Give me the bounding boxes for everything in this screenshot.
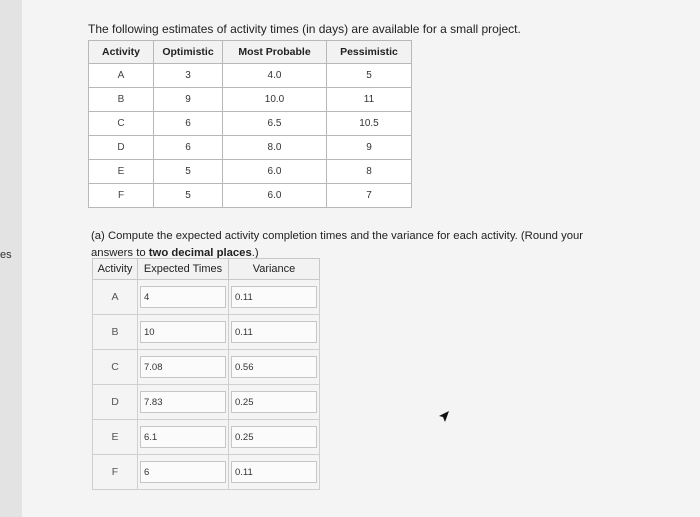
- estimate-most-probable: 10.0: [223, 88, 327, 112]
- estimate-most-probable: 6.0: [223, 160, 327, 184]
- estimate-most-probable: 6.0: [223, 184, 327, 208]
- estimate-pessimistic: 9: [327, 136, 412, 160]
- estimate-optimistic: 6: [154, 136, 223, 160]
- part-a-question-emphasis: two decimal places: [148, 247, 252, 259]
- estimate-optimistic: 3: [154, 64, 223, 88]
- estimates-row: [89, 88, 412, 112]
- answer-row: [93, 280, 320, 315]
- answer-activity-label: A: [93, 280, 138, 315]
- variance-input[interactable]: 0.11: [231, 321, 317, 343]
- question-intro: The following estimates of activity times (in days) are available for a small project.: [88, 22, 521, 36]
- estimate-most-probable: 4.0: [223, 64, 327, 88]
- answer-header-variance: Variance: [229, 259, 320, 280]
- estimate-optimistic: 6: [154, 112, 223, 136]
- estimates-row: [89, 136, 412, 160]
- estimate-activity: B: [89, 88, 154, 112]
- estimate-pessimistic: 11: [327, 88, 412, 112]
- variance-input[interactable]: 0.56: [231, 356, 317, 378]
- answer-header-activity: Activity: [93, 259, 138, 280]
- variance-input[interactable]: 0.11: [231, 461, 317, 483]
- variance-input[interactable]: 0.11: [231, 286, 317, 308]
- estimate-activity: F: [89, 184, 154, 208]
- answer-activity-label: E: [93, 420, 138, 455]
- estimate-activity: D: [89, 136, 154, 160]
- estimates-row: [89, 160, 412, 184]
- expected-time-input[interactable]: 7.08: [140, 356, 226, 378]
- question-page: [22, 0, 700, 517]
- answer-row: [93, 315, 320, 350]
- answer-row: [93, 385, 320, 420]
- answer-activity-label: F: [93, 455, 138, 490]
- expected-time-input[interactable]: 6: [140, 461, 226, 483]
- answer-row: [93, 350, 320, 385]
- answer-row: [93, 420, 320, 455]
- header-most-probable: Most Probable: [223, 41, 327, 64]
- header-activity: Activity: [89, 41, 154, 64]
- side-panel-text-fragment: es: [0, 249, 12, 261]
- estimate-pessimistic: 7: [327, 184, 412, 208]
- expected-time-input[interactable]: 4: [140, 286, 226, 308]
- estimates-row: [89, 64, 412, 88]
- answer-activity-label: B: [93, 315, 138, 350]
- header-optimistic: Optimistic: [154, 41, 223, 64]
- answer-activity-label: D: [93, 385, 138, 420]
- mouse-pointer-icon: [437, 410, 451, 424]
- estimate-pessimistic: 10.5: [327, 112, 412, 136]
- part-a-question-end: .): [251, 247, 259, 259]
- part-a-question-text: (a) Compute the expected activity completion times and the variance for each activity. (Round your answers to: [91, 230, 584, 259]
- answer-header-row: [93, 259, 320, 280]
- estimate-activity: C: [89, 112, 154, 136]
- estimate-pessimistic: 8: [327, 160, 412, 184]
- expected-time-input[interactable]: 7.83: [140, 391, 226, 413]
- answer-table: [92, 258, 320, 490]
- header-pessimistic: Pessimistic: [327, 41, 412, 64]
- part-a-question: [91, 228, 591, 262]
- estimate-activity: E: [89, 160, 154, 184]
- answer-row: [93, 455, 320, 490]
- estimates-row: [89, 184, 412, 208]
- variance-input[interactable]: 0.25: [231, 391, 317, 413]
- estimate-optimistic: 5: [154, 184, 223, 208]
- estimate-activity: A: [89, 64, 154, 88]
- variance-input[interactable]: 0.25: [231, 426, 317, 448]
- estimates-row: [89, 112, 412, 136]
- estimate-pessimistic: 5: [327, 64, 412, 88]
- estimates-header-row: [89, 41, 412, 64]
- estimate-optimistic: 9: [154, 88, 223, 112]
- estimate-most-probable: 8.0: [223, 136, 327, 160]
- answer-activity-label: C: [93, 350, 138, 385]
- estimate-optimistic: 5: [154, 160, 223, 184]
- expected-time-input[interactable]: 10: [140, 321, 226, 343]
- expected-time-input[interactable]: 6.1: [140, 426, 226, 448]
- answer-header-expected-times: Expected Times: [138, 259, 229, 280]
- activity-estimates-table: [88, 40, 412, 208]
- estimate-most-probable: 6.5: [223, 112, 327, 136]
